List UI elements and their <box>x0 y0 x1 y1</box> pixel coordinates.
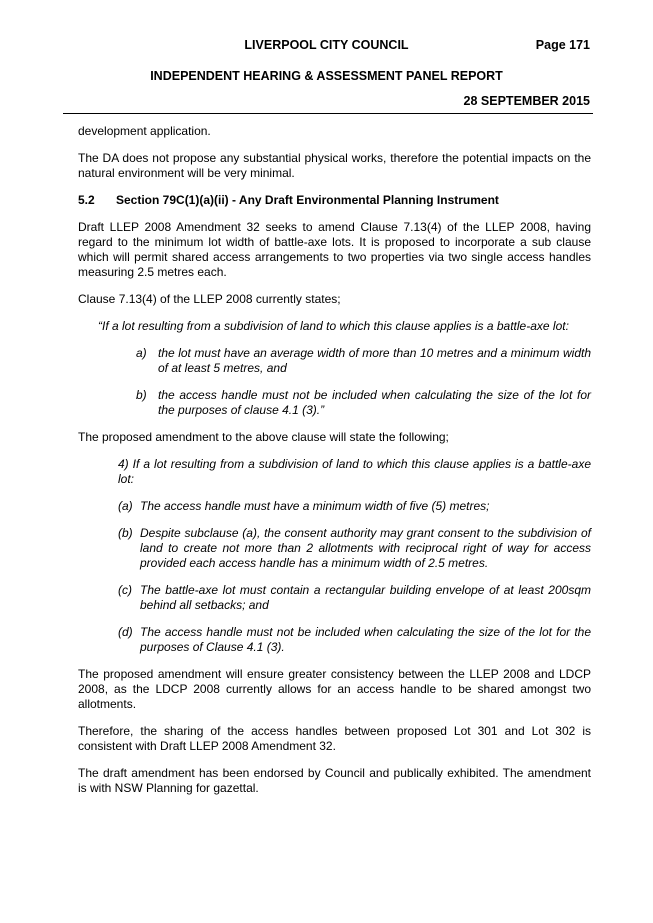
list-text: Despite subclause (a), the consent authority may grant consent to the subdivision of land to create not more than 2 allotments with reciprocal right of way for access provided each access handle has a minimum width of 2.5 metres. <box>140 526 591 570</box>
paragraph: The proposed amendment to the above clause will state the following; <box>78 430 449 444</box>
paragraph: The draft amendment has been endorsed by Council and publically exhibited. The amendment is with NSW Planning for gazettal. <box>78 766 591 795</box>
list-item <box>136 388 591 418</box>
list-text: the lot must have an average width of more than 10 metres and a minimum width of at least 5 metres, and <box>158 346 591 375</box>
report-title: INDEPENDENT HEARING & ASSESSMENT PANEL REPORT <box>150 69 503 83</box>
paragraph: The DA does not propose any substantial physical works, therefore the potential impacts on the natural environment will be very minimal. <box>78 151 591 180</box>
list-text: The battle-axe lot must contain a rectangular building envelope of at least 200sqm behind all setbacks; and <box>140 583 591 612</box>
paragraph: development application. <box>78 124 211 138</box>
paragraph: Therefore, the sharing of the access handles between proposed Lot 301 and Lot 302 is consistent with Draft LLEP 2008 Amendment 32. <box>78 724 591 753</box>
section-title: Section 79C(1)(a)(ii) - Any Draft Environmental Planning Instrument <box>116 193 499 207</box>
council-name: LIVERPOOL CITY COUNCIL <box>244 38 409 52</box>
list-item <box>136 346 591 376</box>
header-divider <box>63 113 593 114</box>
section-heading <box>78 193 591 208</box>
section-number: 5.2 <box>78 193 95 207</box>
list-text: the access handle must not be included when calculating the size of the lot for the purposes of clause 4.1 (3).” <box>158 388 591 417</box>
list-item <box>118 526 591 571</box>
list-item <box>118 499 591 514</box>
amendment-intro: 4) If a lot resulting from a subdivision of land to which this clause applies is a battle-axe lot: <box>118 457 591 486</box>
list-item <box>118 625 591 655</box>
paragraph: The proposed amendment will ensure greater consistency between the LLEP 2008 and LDCP 2008, as the LDCP 2008 currently allows for an access handle to be shared amongst two allotments. <box>78 667 591 711</box>
list-text: The access handle must not be included when calculating the size of the lot for the purposes of Clause 4.1 (3). <box>140 625 591 654</box>
paragraph: Clause 7.13(4) of the LLEP 2008 currently states; <box>78 292 341 306</box>
paragraph: Draft LLEP 2008 Amendment 32 seeks to amend Clause 7.13(4) of the LLEP 2008, having regard to the minimum lot width of battle-axe lots. It is proposed to incorporate a sub clause which will permit shared access arrangements to two properties via two single access handles measuring 2.5 metres each. <box>78 220 591 279</box>
report-date: 28 SEPTEMBER 2015 <box>463 94 590 108</box>
list-item <box>118 583 591 613</box>
document-body <box>78 124 591 808</box>
list-marker: (a) <box>118 499 133 513</box>
list-text: The access handle must have a minimum width of five (5) metres; <box>140 499 490 513</box>
quote-intro: “If a lot resulting from a subdivision of land to which this clause applies is a battle-axe lot: <box>98 319 569 333</box>
list-marker: b) <box>136 388 147 402</box>
page-number: Page 171 <box>535 38 590 52</box>
list-marker: a) <box>136 346 147 360</box>
list-marker: (d) <box>118 625 133 639</box>
list-marker: (b) <box>118 526 133 540</box>
list-marker: (c) <box>118 583 132 597</box>
